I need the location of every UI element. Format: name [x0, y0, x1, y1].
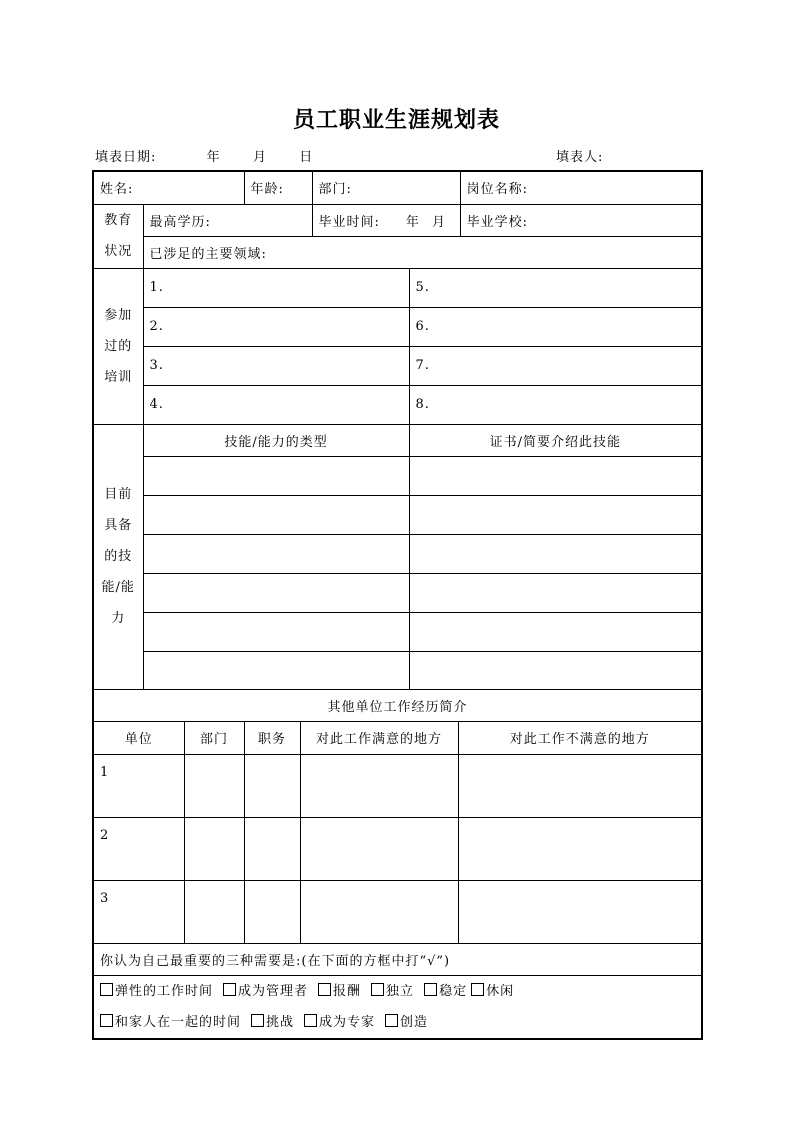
- experience-row: [93, 817, 702, 880]
- exp-unit-cell[interactable]: 3: [93, 880, 184, 943]
- checkbox-icon[interactable]: [100, 1014, 113, 1027]
- exp-satisfied-cell[interactable]: [300, 754, 458, 817]
- experience-row: [93, 880, 702, 943]
- need-option[interactable]: 报酬: [318, 976, 361, 1007]
- exp-satisfied-cell[interactable]: [300, 817, 458, 880]
- training-row: [93, 346, 702, 385]
- checkbox-icon[interactable]: [424, 983, 437, 996]
- exp-duty-cell[interactable]: [244, 754, 300, 817]
- checkbox-icon[interactable]: [251, 1014, 264, 1027]
- fill-date: [95, 146, 313, 165]
- highest-degree-field[interactable]: 最高学历:: [143, 204, 312, 236]
- position-field[interactable]: 岗位名称:: [460, 171, 702, 204]
- training-item[interactable]: 7.: [409, 346, 702, 385]
- checkbox-icon[interactable]: [471, 983, 484, 996]
- training-item[interactable]: 1.: [143, 268, 409, 307]
- skill-type-cell[interactable]: [143, 456, 409, 495]
- exp-col-dept: 部门: [184, 721, 244, 754]
- skill-row: [93, 456, 702, 495]
- checkbox-icon[interactable]: [318, 983, 331, 996]
- experience-header-row: [93, 721, 702, 754]
- skills-header-row: [93, 424, 702, 456]
- skill-type-header: 技能/能力的类型: [143, 424, 409, 456]
- training-item[interactable]: 8.: [409, 385, 702, 424]
- skill-type-cell[interactable]: [143, 573, 409, 612]
- school-field[interactable]: 毕业学校:: [460, 204, 702, 236]
- needs-question-row: [93, 943, 702, 975]
- career-plan-table: [92, 170, 703, 1040]
- name-field[interactable]: 姓名:: [93, 171, 244, 204]
- need-option[interactable]: 独立: [371, 976, 414, 1007]
- exp-satisfied-cell[interactable]: [300, 880, 458, 943]
- education-row-1: [93, 204, 702, 236]
- need-option[interactable]: 休闲: [471, 976, 514, 1007]
- exp-col-unit: 单位: [93, 721, 184, 754]
- need-option[interactable]: 挑战: [251, 1007, 294, 1038]
- training-row: [93, 307, 702, 346]
- exp-col-satisfied: 对此工作满意的地方: [300, 721, 458, 754]
- exp-duty-cell[interactable]: [244, 817, 300, 880]
- exp-unit-cell[interactable]: 1: [93, 754, 184, 817]
- skill-cert-cell[interactable]: [409, 456, 702, 495]
- skill-row: [93, 534, 702, 573]
- need-option[interactable]: 创造: [385, 1007, 428, 1038]
- skill-type-cell[interactable]: [143, 534, 409, 573]
- experience-title: 其他单位工作经历简介: [93, 689, 702, 721]
- day-label: 日: [299, 150, 314, 165]
- training-label: 参加 过的 培训: [93, 268, 143, 424]
- exp-unit-cell[interactable]: 2: [93, 817, 184, 880]
- checkbox-icon[interactable]: [223, 983, 236, 996]
- training-item[interactable]: 5.: [409, 268, 702, 307]
- exp-duty-cell[interactable]: [244, 880, 300, 943]
- skill-row: [93, 573, 702, 612]
- filler-label: 填表人:: [556, 150, 604, 165]
- skill-row: [93, 651, 702, 689]
- training-item[interactable]: 2.: [143, 307, 409, 346]
- education-row-2: [93, 236, 702, 268]
- skill-cert-cell[interactable]: [409, 612, 702, 651]
- skill-cert-cell[interactable]: [409, 573, 702, 612]
- training-item[interactable]: 4.: [143, 385, 409, 424]
- skill-cert-cell[interactable]: [409, 495, 702, 534]
- form-title: 员工职业生涯规划表: [292, 108, 500, 133]
- training-item[interactable]: 6.: [409, 307, 702, 346]
- dept-field[interactable]: 部门:: [312, 171, 460, 204]
- basic-info-row: [93, 171, 702, 204]
- skill-type-cell[interactable]: [143, 612, 409, 651]
- need-option[interactable]: 成为管理者: [223, 976, 308, 1007]
- needs-options-row: [93, 975, 702, 1039]
- training-row: [93, 268, 702, 307]
- checkbox-icon[interactable]: [385, 1014, 398, 1027]
- skill-row: [93, 495, 702, 534]
- grad-time-field[interactable]: 毕业时间: 年 月: [312, 204, 460, 236]
- skills-label: 目前 具备 的技 能/能 力: [93, 424, 143, 689]
- month-label: 月: [252, 150, 267, 165]
- needs-line-2: [100, 1007, 695, 1038]
- skill-type-cell[interactable]: [143, 651, 409, 689]
- training-item[interactable]: 3.: [143, 346, 409, 385]
- exp-dept-cell[interactable]: [184, 754, 244, 817]
- year-label: 年: [206, 150, 221, 165]
- skill-cert-cell[interactable]: [409, 534, 702, 573]
- experience-row: [93, 754, 702, 817]
- training-row: [93, 385, 702, 424]
- fields-field[interactable]: 已涉足的主要领域:: [143, 236, 702, 268]
- checkbox-icon[interactable]: [304, 1014, 317, 1027]
- exp-col-duty: 职务: [244, 721, 300, 754]
- exp-dept-cell[interactable]: [184, 880, 244, 943]
- exp-col-unsatisfied: 对此工作不满意的地方: [458, 721, 702, 754]
- fill-date-label: 填表日期:: [95, 150, 157, 165]
- exp-dept-cell[interactable]: [184, 817, 244, 880]
- experience-title-row: [93, 689, 702, 721]
- exp-unsatisfied-cell[interactable]: [458, 754, 702, 817]
- skill-type-cell[interactable]: [143, 495, 409, 534]
- exp-unsatisfied-cell[interactable]: [458, 817, 702, 880]
- needs-question: 你认为自己最重要的三种需要是:(在下面的方框中打“√”): [93, 943, 702, 975]
- skill-row: [93, 612, 702, 651]
- checkbox-icon[interactable]: [371, 983, 384, 996]
- needs-line-1: [100, 976, 695, 1007]
- need-option[interactable]: 稳定: [424, 976, 467, 1007]
- exp-unsatisfied-cell[interactable]: [458, 880, 702, 943]
- age-field[interactable]: 年龄:: [244, 171, 312, 204]
- need-option[interactable]: 成为专家: [304, 1007, 375, 1038]
- education-label: 教育 状况: [93, 204, 143, 268]
- need-option[interactable]: 和家人在一起的时间: [100, 1007, 241, 1038]
- needs-options: [93, 975, 702, 1039]
- skill-cert-header: 证书/简要介绍此技能: [409, 424, 702, 456]
- checkbox-icon[interactable]: [100, 983, 113, 996]
- skill-cert-cell[interactable]: [409, 651, 702, 689]
- need-option[interactable]: 弹性的工作时间: [100, 976, 213, 1007]
